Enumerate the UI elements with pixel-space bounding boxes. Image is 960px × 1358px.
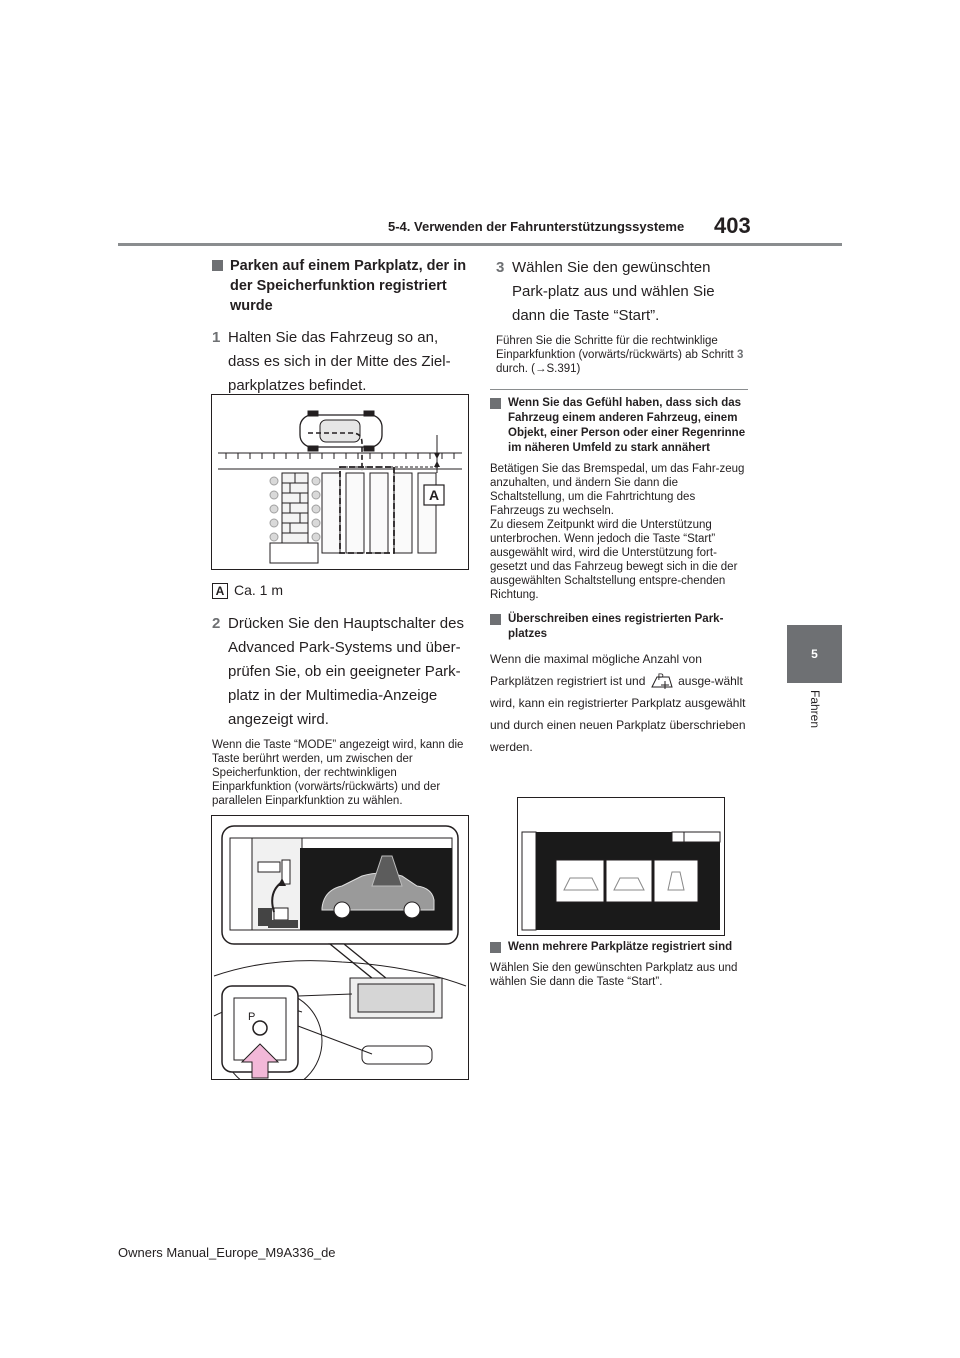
- left-heading-text: Parken auf einem Parkplatz, der in der Speicherfunktion registriert wurde: [230, 258, 467, 314]
- multimedia-display-illustration: [518, 798, 724, 935]
- figure-dashboard: [211, 815, 469, 1080]
- figure-multimedia-display: [517, 797, 725, 936]
- step-3-number: 3: [496, 259, 505, 276]
- document-id: Owners Manual_Europe_M9A336_de: [118, 1245, 336, 1260]
- section-multiple-text: Wählen Sie den gewünschten Parkplatz aus und wählen Sie dann die Taste “Start”.: [490, 962, 738, 988]
- parking-register-icon-letter: P: [657, 672, 664, 682]
- right-sections: [490, 396, 748, 758]
- step-2: [212, 612, 470, 732]
- section-multiple-title: Wenn mehrere Parkplätze registriert sind: [508, 941, 733, 953]
- left-body-block: [212, 578, 470, 808]
- chapter-label-box: [786, 690, 844, 750]
- chapter-tab: [787, 625, 842, 683]
- section-divider: [490, 389, 748, 390]
- step-2-text: Drücken Sie den Hauptschalter des Advanced Park-Systems und über-prüfen Sie, ob ein geeigneter Park-platz in der Multimedia-Anzeige angezeigt wird.: [228, 615, 464, 728]
- section-overwrite-text: [490, 648, 748, 758]
- bullet-square-icon: [490, 942, 501, 953]
- section-overwrite-title: Überschreiben eines registrierten Park-platzes: [508, 613, 724, 640]
- step-3-note: [496, 334, 748, 376]
- brick-wall: [282, 473, 308, 543]
- dashboard-illustration: [212, 816, 468, 1079]
- step-3-text: Wählen Sie den gewünschten Park-platz aus und wählen Sie dann die Taste “Start”.: [512, 259, 715, 324]
- step-3-note-end: durch. (→S.391): [496, 363, 581, 375]
- section-title: 5-4. Verwenden der Fahrunterstützungssysteme: [388, 219, 685, 234]
- bullet-square-icon: [490, 614, 501, 625]
- section-overwrite-heading: [490, 612, 748, 642]
- bullet-square-icon: [490, 398, 501, 409]
- left-heading: [212, 256, 470, 316]
- section-overwrite-text-a: Wenn die maximal mögliche Anzahl von Parkplätzen registriert ist und: [490, 652, 702, 688]
- figure-parking-lot: [211, 394, 469, 570]
- step-1-text: Halten Sie das Fahrzeug so an, dass es sich in der Mitte des Ziel-parkplatzes befindet.: [228, 329, 451, 394]
- step-3-note-text: Führen Sie die Schritte für die rechtwinklige Einparkfunktion (vorwärts/rückwärts) ab Schritt: [496, 335, 734, 361]
- switch-p-label: P: [248, 1011, 256, 1023]
- step-2-number: 2: [212, 615, 221, 632]
- section-proximity-text: Betätigen Sie das Bremspedal, um das Fahr-zeug anzuhalten, und ändern Sie dann die Schaltstellung, um die Fahrtrichtung des Fahrzeugs zu wechseln. Zu diesem Zeitpunkt wird die Unterstützung unterbrochen. Wenn jedoch die Taste “Start” ausgewählt wird, wird die Unterstützung fort-gesetzt und das Fahrzeug bewegt sich in die der ausgewählten Schaltstellung entspre-chenden Richtung.: [490, 463, 745, 601]
- section-proximity-title: Wenn Sie das Gefühl haben, dass sich das Fahrzeug einem anderen Fahrzeug, einem Objekt, einer Person oder einer Regenrinne im näheren Umfeld zu stark annähert: [508, 397, 746, 454]
- figure-label-a: A: [428, 487, 440, 503]
- legend-a: [212, 578, 470, 602]
- mode-note: Wenn die Taste “MODE” angezeigt wird, kann die Taste berührt werden, um zwischen der Speicherfunktion, der rechtwinkligen Einparkfunktion (vorwärts/rückwärts) und der parallelen Einparkfunktion zu wählen.: [212, 739, 464, 807]
- step-3-note-number: 3: [736, 349, 744, 361]
- parking-register-icon: [649, 671, 675, 689]
- right-block: [496, 256, 748, 376]
- parking-slot-tiles: [556, 860, 698, 902]
- section-proximity-heading: [490, 396, 748, 456]
- multiple-section: [490, 940, 748, 989]
- page-number: 403: [714, 213, 751, 238]
- legend-a-text: Ca. 1 m: [234, 582, 284, 598]
- parking-lot-illustration: [212, 395, 468, 569]
- left-heading-block: [212, 256, 470, 398]
- step-3: [496, 256, 748, 328]
- chapter-number: 5: [811, 647, 818, 661]
- legend-a-letter: A: [212, 583, 228, 599]
- section-overwrite-text-b: ausge-wählt wird, kann ein registrierter Parkplatz ausgewählt und durch einen neuen Parkplatz überschrieben werden.: [490, 674, 746, 754]
- car-top-view: [300, 411, 382, 451]
- header-rule: [118, 243, 842, 246]
- step-1-number: 1: [212, 329, 221, 346]
- bullet-square-icon: [212, 260, 223, 271]
- chapter-label: Fahren: [808, 690, 822, 729]
- section-multiple-heading: [490, 940, 748, 955]
- step-1: [212, 326, 470, 398]
